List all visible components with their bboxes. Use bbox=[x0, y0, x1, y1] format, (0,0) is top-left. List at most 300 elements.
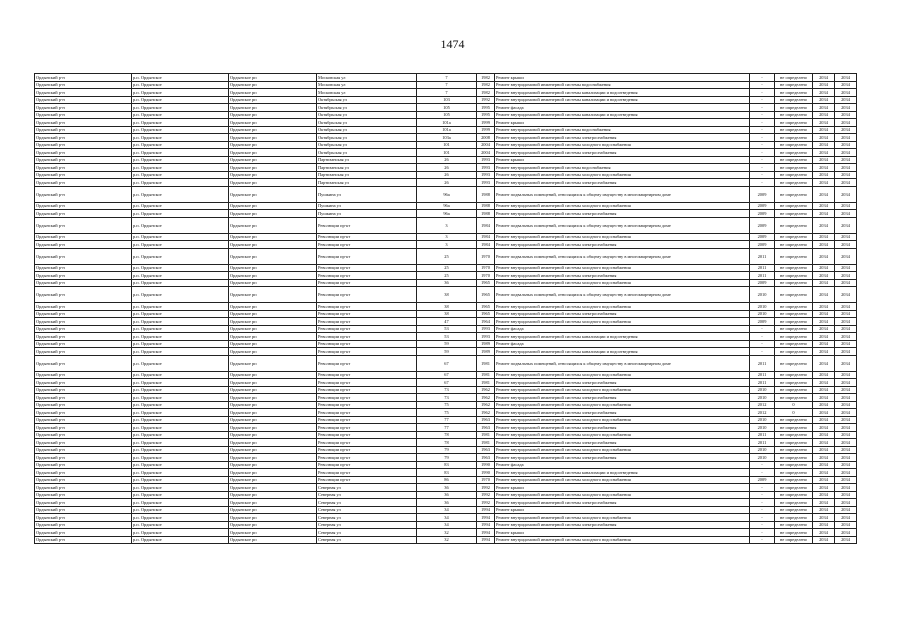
settlement-cell: р.п. Ордынское bbox=[132, 506, 229, 514]
house-number-cell: 36 bbox=[417, 491, 477, 499]
municipality-cell: Ордынское рп bbox=[229, 279, 317, 287]
plan-start-cell: 2034 bbox=[813, 461, 835, 469]
build-year-cell: 1984 bbox=[477, 217, 495, 233]
table-row bbox=[35, 333, 857, 341]
build-year-cell: 1994 bbox=[477, 506, 495, 514]
district-cell: Ордынский р-н bbox=[35, 74, 132, 82]
last-repair-year-cell: 2012 bbox=[750, 401, 775, 409]
cost-cell: не определено bbox=[775, 340, 813, 348]
district-cell: Ордынский р-н bbox=[35, 476, 132, 484]
settlement-cell: р.п. Ордынское bbox=[132, 264, 229, 272]
last-repair-year-cell: - bbox=[750, 491, 775, 499]
house-number-cell: 53 bbox=[417, 333, 477, 341]
cost-cell: не определено bbox=[775, 454, 813, 462]
build-year-cell: 1963 bbox=[477, 424, 495, 432]
table-row bbox=[35, 401, 857, 409]
work-type-cell: Ремонт внутридомовой инженерной системы канализации и водоотведения bbox=[495, 333, 750, 341]
street-cell: Революции пр-кт bbox=[317, 325, 417, 333]
table-row bbox=[35, 171, 857, 179]
cost-cell: не определено bbox=[775, 303, 813, 311]
cost-cell: не определено bbox=[775, 416, 813, 424]
street-cell: Революции пр-кт bbox=[317, 241, 417, 249]
plan-end-cell: 2034 bbox=[835, 401, 857, 409]
plan-end-cell: 2034 bbox=[835, 210, 857, 218]
work-type-cell: Ремонт внутридомовой инженерной системы электроснабжения bbox=[495, 499, 750, 507]
work-type-cell: Ремонт внутридомовой инженерной системы холодного водоснабжения bbox=[495, 303, 750, 311]
cost-cell: не определено bbox=[775, 111, 813, 119]
work-type-cell: Ремонт внутридомовой инженерной системы холодного водоснабжения bbox=[495, 386, 750, 394]
build-year-cell: 1970 bbox=[477, 476, 495, 484]
district-cell: Ордынский р-н bbox=[35, 529, 132, 537]
build-year-cell: 1984 bbox=[477, 233, 495, 241]
plan-end-cell: 2034 bbox=[835, 186, 857, 202]
settlement-cell: р.п. Ордынское bbox=[132, 461, 229, 469]
street-cell: Революции пр-кт bbox=[317, 371, 417, 379]
last-repair-year-cell: 2010 bbox=[750, 416, 775, 424]
last-repair-year-cell: - bbox=[750, 96, 775, 104]
plan-start-cell: 2034 bbox=[813, 446, 835, 454]
house-number-cell: 59 bbox=[417, 340, 477, 348]
cost-cell: не определено bbox=[775, 529, 813, 537]
municipality-cell: Ордынское рп bbox=[229, 141, 317, 149]
work-type-cell: Ремонт внутридомовой инженерной системы холодного водоснабжения bbox=[495, 446, 750, 454]
plan-start-cell: 2034 bbox=[813, 179, 835, 187]
last-repair-year-cell: 2009 bbox=[750, 476, 775, 484]
house-number-cell: 86 bbox=[417, 476, 477, 484]
municipality-cell: Ордынское рп bbox=[229, 186, 317, 202]
district-cell: Ордынский р-н bbox=[35, 416, 132, 424]
house-number-cell: 26 bbox=[417, 171, 477, 179]
work-type-cell: Ремонт внутридомовой инженерной системы холодного водоснабжения bbox=[495, 279, 750, 287]
cost-cell: не определено bbox=[775, 318, 813, 326]
house-number-cell: 26 bbox=[417, 164, 477, 172]
municipality-cell: Ордынское рп bbox=[229, 217, 317, 233]
plan-start-cell: 2034 bbox=[813, 241, 835, 249]
last-repair-year-cell: - bbox=[750, 340, 775, 348]
work-type-cell: Ремонт внутридомовой инженерной системы электроснабжения bbox=[495, 210, 750, 218]
plan-end-cell: 2034 bbox=[835, 469, 857, 477]
plan-start-cell: 2034 bbox=[813, 484, 835, 492]
house-number-cell: 78 bbox=[417, 439, 477, 447]
municipality-cell: Ордынское рп bbox=[229, 424, 317, 432]
municipality-cell: Ордынское рп bbox=[229, 164, 317, 172]
house-number-cell: 77 bbox=[417, 424, 477, 432]
plan-end-cell: 2034 bbox=[835, 171, 857, 179]
table-row bbox=[35, 233, 857, 241]
plan-start-cell: 2034 bbox=[813, 126, 835, 134]
district-cell: Ордынский р-н bbox=[35, 210, 132, 218]
district-cell: Ордынский р-н bbox=[35, 186, 132, 202]
plan-start-cell: 2034 bbox=[813, 233, 835, 241]
work-type-cell: Ремонт внутридомовой инженерной системы электроснабжения bbox=[495, 409, 750, 417]
work-type-cell: Ремонт подвальных помещений, относящихся к общему имуществу в многоквартирном доме bbox=[495, 287, 750, 303]
settlement-cell: р.п. Ордынское bbox=[132, 164, 229, 172]
district-cell: Ордынский р-н bbox=[35, 506, 132, 514]
cost-cell: не определено bbox=[775, 446, 813, 454]
work-type-cell: Ремонт внутридомовой инженерной системы канализации и водоотведения bbox=[495, 89, 750, 97]
settlement-cell: р.п. Ордынское bbox=[132, 348, 229, 356]
last-repair-year-cell: - bbox=[750, 111, 775, 119]
house-number-cell: 34 bbox=[417, 514, 477, 522]
plan-start-cell: 2034 bbox=[813, 536, 835, 544]
district-cell: Ордынский р-н bbox=[35, 241, 132, 249]
build-year-cell: 1990 bbox=[477, 461, 495, 469]
district-cell: Ордынский р-н bbox=[35, 454, 132, 462]
municipality-cell: Ордынское рп bbox=[229, 171, 317, 179]
district-cell: Ордынский р-н bbox=[35, 484, 132, 492]
cost-cell: не определено bbox=[775, 310, 813, 318]
work-type-cell: Ремонт внутридомовой инженерной системы холодного водоснабжения bbox=[495, 202, 750, 210]
municipality-cell: Ордынское рп bbox=[229, 401, 317, 409]
last-repair-year-cell: - bbox=[750, 348, 775, 356]
cost-cell: не определено bbox=[775, 134, 813, 142]
build-year-cell: 1963 bbox=[477, 446, 495, 454]
district-cell: Ордынский р-н bbox=[35, 119, 132, 127]
plan-end-cell: 2034 bbox=[835, 164, 857, 172]
last-repair-year-cell: 2009 bbox=[750, 202, 775, 210]
house-number-cell: 32 bbox=[417, 536, 477, 544]
plan-end-cell: 2034 bbox=[835, 536, 857, 544]
work-type-cell: Ремонт внутридомовой инженерной системы электроснабжения bbox=[495, 439, 750, 447]
settlement-cell: р.п. Ордынское bbox=[132, 74, 229, 82]
house-number-cell: 7 bbox=[417, 89, 477, 97]
plan-start-cell: 2034 bbox=[813, 318, 835, 326]
district-cell: Ордынский р-н bbox=[35, 303, 132, 311]
municipality-cell: Ордынское рп bbox=[229, 499, 317, 507]
cost-cell: 0 bbox=[775, 409, 813, 417]
district-cell: Ордынский р-н bbox=[35, 164, 132, 172]
table-row bbox=[35, 394, 857, 402]
house-number-cell: 96а bbox=[417, 202, 477, 210]
municipality-cell: Ордынское рп bbox=[229, 461, 317, 469]
build-year-cell: 1999 bbox=[477, 126, 495, 134]
district-cell: Ордынский р-н bbox=[35, 81, 132, 89]
district-cell: Ордынский р-н bbox=[35, 179, 132, 187]
table-row bbox=[35, 156, 857, 164]
plan-end-cell: 2034 bbox=[835, 409, 857, 417]
settlement-cell: р.п. Ордынское bbox=[132, 233, 229, 241]
street-cell: Октябрьская ул bbox=[317, 134, 417, 142]
last-repair-year-cell: 2011 bbox=[750, 248, 775, 264]
plan-start-cell: 2034 bbox=[813, 355, 835, 371]
house-number-cell: 59 bbox=[417, 348, 477, 356]
plan-end-cell: 2034 bbox=[835, 529, 857, 537]
street-cell: Пушкина ул bbox=[317, 202, 417, 210]
plan-end-cell: 2034 bbox=[835, 96, 857, 104]
municipality-cell: Ордынское рп bbox=[229, 355, 317, 371]
plan-end-cell: 2034 bbox=[835, 386, 857, 394]
street-cell: Партизанская ул bbox=[317, 164, 417, 172]
district-cell: Ордынский р-н bbox=[35, 171, 132, 179]
work-type-cell: Ремонт внутридомовой инженерной системы холодного водоснабжения bbox=[495, 476, 750, 484]
house-number-cell: 53 bbox=[417, 325, 477, 333]
settlement-cell: р.п. Ордынское bbox=[132, 89, 229, 97]
work-type-cell: Ремонт подвальных помещений, относящихся к общему имуществу в многоквартирном доме bbox=[495, 355, 750, 371]
street-cell: Революции пр-кт bbox=[317, 355, 417, 371]
street-cell: Революции пр-кт bbox=[317, 476, 417, 484]
settlement-cell: р.п. Ордынское bbox=[132, 325, 229, 333]
last-repair-year-cell: 2011 bbox=[750, 355, 775, 371]
work-type-cell: Ремонт внутридомовой инженерной системы холодного водоснабжения bbox=[495, 431, 750, 439]
plan-start-cell: 2034 bbox=[813, 424, 835, 432]
table-row bbox=[35, 514, 857, 522]
plan-start-cell: 2034 bbox=[813, 379, 835, 387]
street-cell: Революции пр-кт bbox=[317, 431, 417, 439]
last-repair-year-cell: - bbox=[750, 529, 775, 537]
plan-end-cell: 2034 bbox=[835, 484, 857, 492]
municipality-cell: Ордынское рп bbox=[229, 416, 317, 424]
street-cell: Партизанская ул bbox=[317, 179, 417, 187]
settlement-cell: р.п. Ордынское bbox=[132, 171, 229, 179]
build-year-cell: 1994 bbox=[477, 529, 495, 537]
cost-cell: не определено bbox=[775, 186, 813, 202]
district-cell: Ордынский р-н bbox=[35, 156, 132, 164]
municipality-cell: Ордынское рп bbox=[229, 469, 317, 477]
municipality-cell: Ордынское рп bbox=[229, 104, 317, 112]
plan-end-cell: 2034 bbox=[835, 303, 857, 311]
street-cell: Московская ул bbox=[317, 81, 417, 89]
settlement-cell: р.п. Ордынское bbox=[132, 394, 229, 402]
build-year-cell: 1982 bbox=[477, 81, 495, 89]
settlement-cell: р.п. Ордынское bbox=[132, 529, 229, 537]
plan-start-cell: 2034 bbox=[813, 333, 835, 341]
table-row bbox=[35, 476, 857, 484]
plan-end-cell: 2034 bbox=[835, 446, 857, 454]
plan-start-cell: 2034 bbox=[813, 521, 835, 529]
build-year-cell: 1963 bbox=[477, 416, 495, 424]
street-cell: Революции пр-кт bbox=[317, 416, 417, 424]
street-cell: Октябрьская ул bbox=[317, 96, 417, 104]
house-number-cell: 7 bbox=[417, 81, 477, 89]
street-cell: Пушкина ул bbox=[317, 186, 417, 202]
build-year-cell: 1990 bbox=[477, 469, 495, 477]
build-year-cell: 1992 bbox=[477, 484, 495, 492]
cost-cell: не определено bbox=[775, 379, 813, 387]
plan-end-cell: 2034 bbox=[835, 514, 857, 522]
municipality-cell: Ордынское рп bbox=[229, 272, 317, 280]
settlement-cell: р.п. Ордынское bbox=[132, 186, 229, 202]
last-repair-year-cell: - bbox=[750, 536, 775, 544]
cost-cell: не определено bbox=[775, 506, 813, 514]
house-number-cell: 34 bbox=[417, 506, 477, 514]
district-cell: Ордынский р-н bbox=[35, 318, 132, 326]
settlement-cell: р.п. Ордынское bbox=[132, 499, 229, 507]
cost-cell: не определено bbox=[775, 202, 813, 210]
table-row bbox=[35, 325, 857, 333]
build-year-cell: 1981 bbox=[477, 371, 495, 379]
district-cell: Ордынский р-н bbox=[35, 264, 132, 272]
plan-start-cell: 2034 bbox=[813, 164, 835, 172]
settlement-cell: р.п. Ордынское bbox=[132, 134, 229, 142]
municipality-cell: Ордынское рп bbox=[229, 126, 317, 134]
last-repair-year-cell: - bbox=[750, 141, 775, 149]
district-cell: Ордынский р-н bbox=[35, 248, 132, 264]
plan-start-cell: 2034 bbox=[813, 499, 835, 507]
table-row bbox=[35, 506, 857, 514]
work-type-cell: Ремонт внутридомовой инженерной системы канализации и водоотведения bbox=[495, 111, 750, 119]
municipality-cell: Ордынское рп bbox=[229, 111, 317, 119]
build-year-cell: 1994 bbox=[477, 521, 495, 529]
plan-end-cell: 2034 bbox=[835, 379, 857, 387]
plan-end-cell: 2034 bbox=[835, 318, 857, 326]
work-type-cell: Ремонт внутридомовой инженерной системы водоснабжения bbox=[495, 81, 750, 89]
street-cell: Октябрьская ул bbox=[317, 104, 417, 112]
last-repair-year-cell: 2011 bbox=[750, 439, 775, 447]
plan-start-cell: 2034 bbox=[813, 394, 835, 402]
settlement-cell: р.п. Ордынское bbox=[132, 303, 229, 311]
municipality-cell: Ордынское рп bbox=[229, 89, 317, 97]
house-number-cell: 47 bbox=[417, 318, 477, 326]
last-repair-year-cell: - bbox=[750, 126, 775, 134]
cost-cell: не определено bbox=[775, 248, 813, 264]
municipality-cell: Ордынское рп bbox=[229, 386, 317, 394]
district-cell: Ордынский р-н bbox=[35, 424, 132, 432]
plan-end-cell: 2034 bbox=[835, 279, 857, 287]
table-row bbox=[35, 386, 857, 394]
last-repair-year-cell: 2010 bbox=[750, 287, 775, 303]
table-row bbox=[35, 446, 857, 454]
table-row bbox=[35, 111, 857, 119]
municipality-cell: Ордынское рп bbox=[229, 491, 317, 499]
plan-end-cell: 2034 bbox=[835, 264, 857, 272]
district-cell: Ордынский р-н bbox=[35, 514, 132, 522]
house-number-cell: 3 bbox=[417, 217, 477, 233]
district-cell: Ордынский р-н bbox=[35, 111, 132, 119]
plan-end-cell: 2034 bbox=[835, 111, 857, 119]
table-row bbox=[35, 126, 857, 134]
settlement-cell: р.п. Ордынское bbox=[132, 179, 229, 187]
house-number-cell: 38 bbox=[417, 303, 477, 311]
street-cell: Северная ул bbox=[317, 499, 417, 507]
work-type-cell: Ремонт внутридомовой инженерной системы холодного водоснабжения bbox=[495, 371, 750, 379]
plan-start-cell: 2034 bbox=[813, 74, 835, 82]
municipality-cell: Ордынское рп bbox=[229, 340, 317, 348]
table-row bbox=[35, 186, 857, 202]
build-year-cell: 1992 bbox=[477, 96, 495, 104]
street-cell: Московская ул bbox=[317, 89, 417, 97]
table-row bbox=[35, 264, 857, 272]
district-cell: Ордынский р-н bbox=[35, 409, 132, 417]
table-row bbox=[35, 272, 857, 280]
street-cell: Партизанская ул bbox=[317, 156, 417, 164]
cost-cell: не определено bbox=[775, 325, 813, 333]
plan-end-cell: 2034 bbox=[835, 499, 857, 507]
build-year-cell: 1970 bbox=[477, 272, 495, 280]
plan-end-cell: 2034 bbox=[835, 340, 857, 348]
plan-start-cell: 2034 bbox=[813, 248, 835, 264]
build-year-cell: 1992 bbox=[477, 491, 495, 499]
district-cell: Ордынский р-н bbox=[35, 217, 132, 233]
settlement-cell: р.п. Ордынское bbox=[132, 202, 229, 210]
settlement-cell: р.п. Ордынское bbox=[132, 491, 229, 499]
plan-end-cell: 2034 bbox=[835, 348, 857, 356]
plan-end-cell: 2034 bbox=[835, 149, 857, 157]
district-cell: Ордынский р-н bbox=[35, 499, 132, 507]
last-repair-year-cell: - bbox=[750, 74, 775, 82]
municipality-cell: Ордынское рп bbox=[229, 439, 317, 447]
street-cell: Революции пр-кт bbox=[317, 454, 417, 462]
plan-start-cell: 2034 bbox=[813, 89, 835, 97]
street-cell: Революции пр-кт bbox=[317, 340, 417, 348]
plan-end-cell: 2034 bbox=[835, 325, 857, 333]
settlement-cell: р.п. Ордынское bbox=[132, 514, 229, 522]
cost-cell: не определено bbox=[775, 264, 813, 272]
street-cell: Октябрьская ул bbox=[317, 119, 417, 127]
build-year-cell: 1995 bbox=[477, 111, 495, 119]
table-row bbox=[35, 461, 857, 469]
settlement-cell: р.п. Ордынское bbox=[132, 210, 229, 218]
plan-end-cell: 2034 bbox=[835, 126, 857, 134]
table-row bbox=[35, 248, 857, 264]
municipality-cell: Ордынское рп bbox=[229, 310, 317, 318]
plan-end-cell: 2034 bbox=[835, 134, 857, 142]
work-type-cell: Ремонт подвальных помещений, относящихся к общему имуществу в многоквартирном доме bbox=[495, 186, 750, 202]
plan-start-cell: 2034 bbox=[813, 81, 835, 89]
last-repair-year-cell: 2009 bbox=[750, 241, 775, 249]
plan-end-cell: 2034 bbox=[835, 416, 857, 424]
street-cell: Революции пр-кт bbox=[317, 401, 417, 409]
build-year-cell: 1962 bbox=[477, 386, 495, 394]
settlement-cell: р.п. Ордынское bbox=[132, 476, 229, 484]
cost-cell: не определено bbox=[775, 81, 813, 89]
plan-start-cell: 2034 bbox=[813, 310, 835, 318]
last-repair-year-cell: 2011 bbox=[750, 272, 775, 280]
table-row bbox=[35, 96, 857, 104]
house-number-cell: 101а bbox=[417, 119, 477, 127]
house-number-cell: 73 bbox=[417, 386, 477, 394]
work-type-cell: Ремонт внутридомовой инженерной системы водоснабжения bbox=[495, 126, 750, 134]
work-type-cell: Ремонт внутридомовой инженерной системы электроснабжения bbox=[495, 179, 750, 187]
district-cell: Ордынский р-н bbox=[35, 401, 132, 409]
street-cell: Октябрьская ул bbox=[317, 126, 417, 134]
last-repair-year-cell: 2011 bbox=[750, 431, 775, 439]
build-year-cell: 1988 bbox=[477, 186, 495, 202]
build-year-cell: 1999 bbox=[477, 119, 495, 127]
district-cell: Ордынский р-н bbox=[35, 386, 132, 394]
house-number-cell: 34 bbox=[417, 521, 477, 529]
build-year-cell: 1994 bbox=[477, 514, 495, 522]
table-row bbox=[35, 536, 857, 544]
street-cell: Пушкина ул bbox=[317, 210, 417, 218]
street-cell: Революции пр-кт bbox=[317, 386, 417, 394]
municipality-cell: Ордынское рп bbox=[229, 318, 317, 326]
table-row bbox=[35, 340, 857, 348]
street-cell: Революции пр-кт bbox=[317, 217, 417, 233]
house-number-cell: 103 bbox=[417, 96, 477, 104]
plan-end-cell: 2034 bbox=[835, 81, 857, 89]
build-year-cell: 2004 bbox=[477, 141, 495, 149]
plan-start-cell: 2034 bbox=[813, 119, 835, 127]
work-type-cell: Ремонт внутридомовой инженерной системы канализации и водоотведения bbox=[495, 348, 750, 356]
plan-start-cell: 2034 bbox=[813, 303, 835, 311]
last-repair-year-cell: - bbox=[750, 149, 775, 157]
plan-start-cell: 2034 bbox=[813, 409, 835, 417]
work-type-cell: Ремонт крыши bbox=[495, 506, 750, 514]
settlement-cell: р.п. Ордынское bbox=[132, 484, 229, 492]
work-type-cell: Ремонт внутридомовой инженерной системы канализации и водоотведения bbox=[495, 469, 750, 477]
work-type-cell: Ремонт фасада bbox=[495, 461, 750, 469]
settlement-cell: р.п. Ордынское bbox=[132, 141, 229, 149]
cost-cell: не определено bbox=[775, 171, 813, 179]
cost-cell: не определено bbox=[775, 164, 813, 172]
table-row bbox=[35, 104, 857, 112]
work-type-cell: Ремонт внутридомовой инженерной системы холодного водоснабжения bbox=[495, 171, 750, 179]
build-year-cell: 1965 bbox=[477, 303, 495, 311]
plan-start-cell: 2034 bbox=[813, 156, 835, 164]
table-row bbox=[35, 74, 857, 82]
street-cell: Северная ул bbox=[317, 521, 417, 529]
house-number-cell: 67 bbox=[417, 371, 477, 379]
